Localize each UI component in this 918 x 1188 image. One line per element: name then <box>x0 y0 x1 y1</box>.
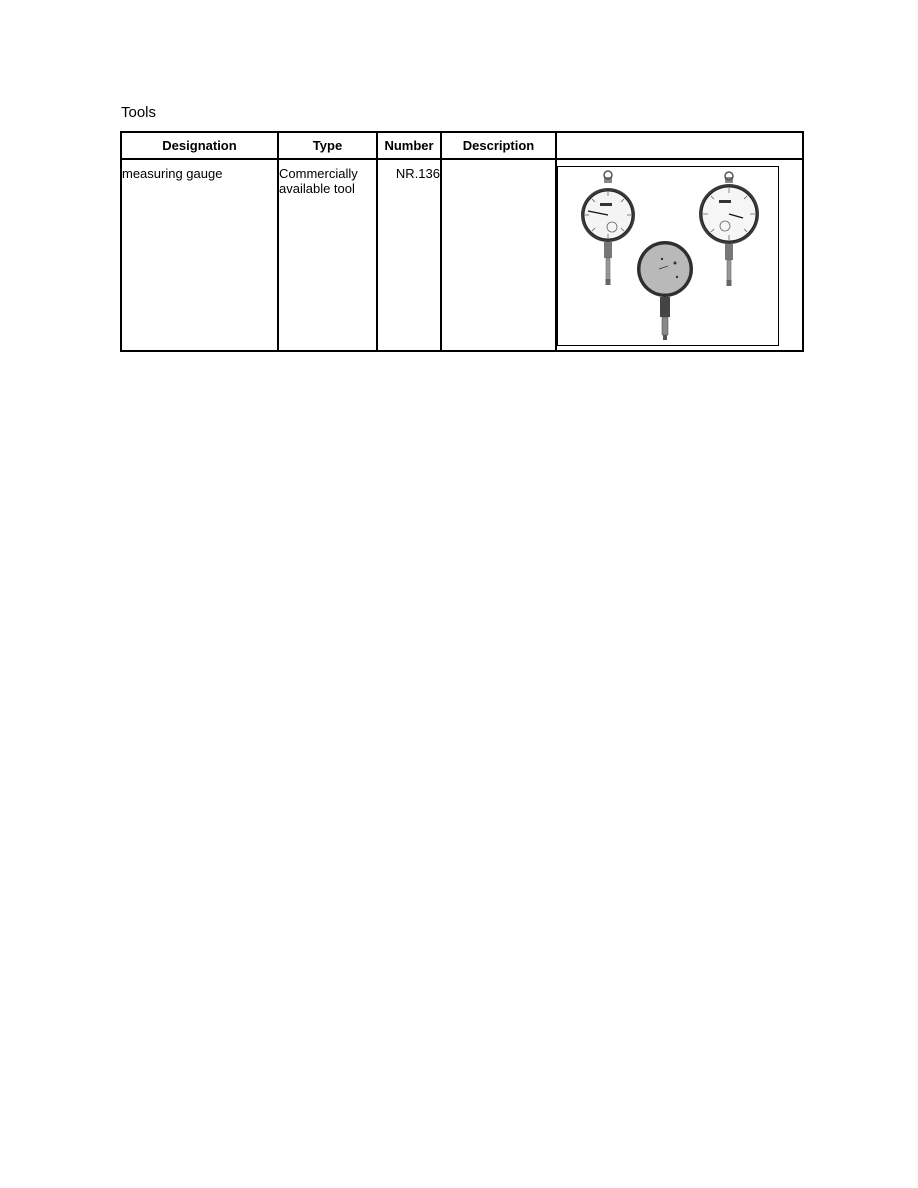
header-image <box>556 132 803 159</box>
header-number: Number <box>377 132 441 159</box>
dial-gauge-illustration <box>558 167 778 345</box>
cell-designation: measuring gauge <box>121 159 278 351</box>
cell-image <box>556 159 803 351</box>
section-title: Tools <box>121 104 157 121</box>
header-type: Type <box>278 132 377 159</box>
cell-number: NR.136 <box>377 159 441 351</box>
table-header-row <box>121 132 803 159</box>
center-gauge-icon <box>637 241 693 340</box>
right-gauge-icon <box>699 172 759 286</box>
left-gauge-icon <box>581 171 635 285</box>
cell-description <box>441 159 556 351</box>
dial-gauge-image <box>557 166 779 346</box>
cell-type-line2: available tool <box>279 181 355 196</box>
tools-table <box>120 131 804 352</box>
table-row <box>121 159 803 351</box>
header-description: Description <box>441 132 556 159</box>
cell-type-line1: Commercially <box>279 166 358 181</box>
header-designation: Designation <box>121 132 278 159</box>
cell-type <box>278 159 377 351</box>
